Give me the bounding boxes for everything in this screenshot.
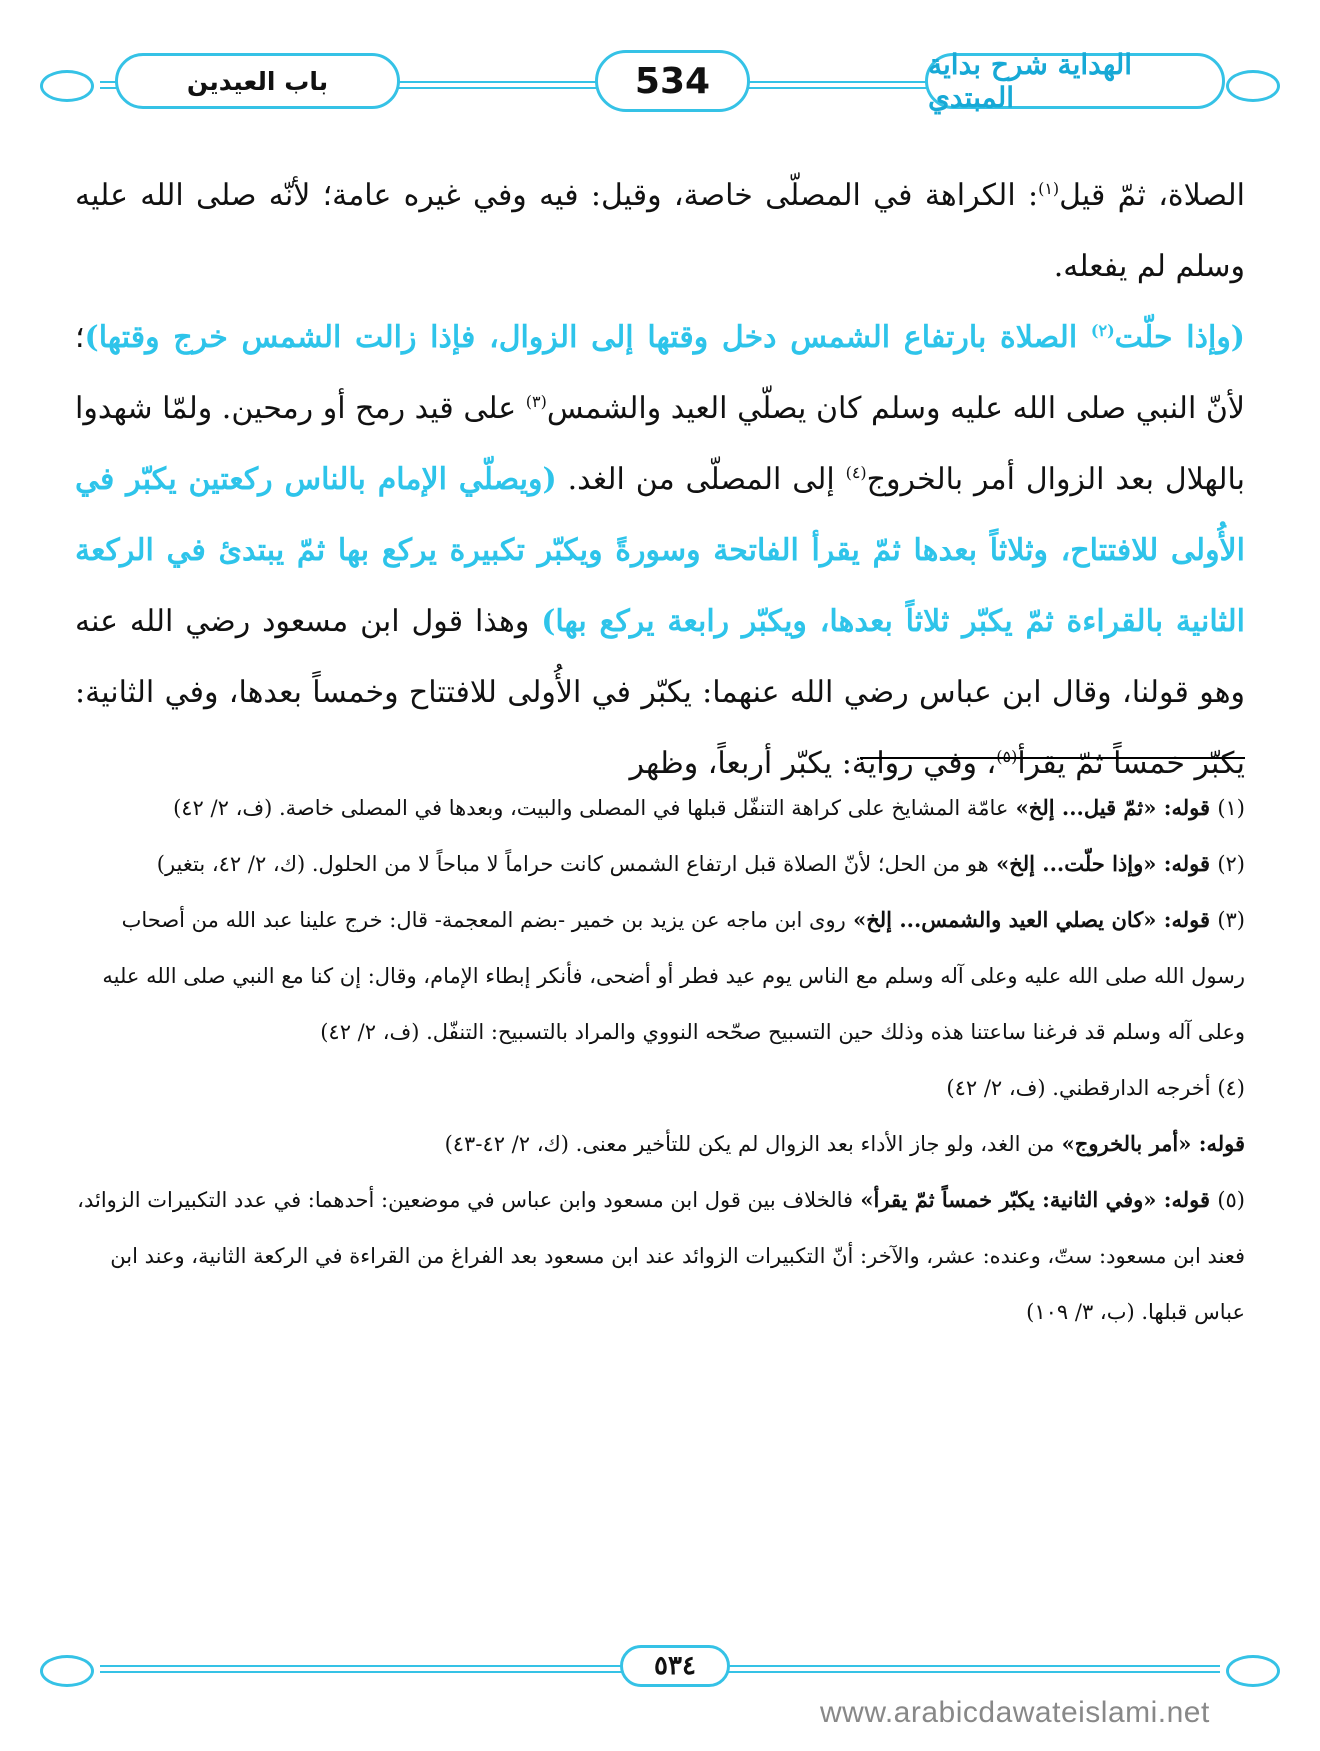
ornament-right <box>1226 70 1280 102</box>
footnote-4: (٤) أخرجه الدارقطني. (ف، ٢/ ٤٢) <box>946 1076 1245 1100</box>
footnote-1: (١) قوله: «ثمّ قيل... إلخ» عامّة المشايخ على كراهة التنفّل قبلها في المصلى والبيت، وبعدها في المصلى خاصة. (ف، ٢/ ٤٢) <box>173 795 1245 820</box>
paragraph: (وإذا حلّت$^{(٢)}$ الصلاة بارتفاع الشمس دخل وقتها إلى الزوال، فإذا زالت الشمس خرج وقتها)؛ لأنّ النبي صلى الله عليه وسلم كان يصلّي العيد والشمس$^{(٣)}$ على قيد رمح أو رمحين. ولمّا شهدوا بالهلال بعد الزوال أمر بالخروج$^{(٤)}$ إلى المصلّى من الغد. (ويصلّي الإمام بالناس ركعتين يكبّر في الأُولى للافتتاح، وثلاثاً بعدها ثمّ يقرأ الفاتحة وسورةً ويكبّر تكبيرة يركع بها ثمّ يبتدئ في الركعة الثانية بالقراءة ثمّ يكبّر ثلاثاً بعدها، ويكبّر رابعة يركع بها) وهذا قول ابن مسعود رضي الله عنه وهو قولنا، وقال ابن عباس رضي الله عنهما: يكبّر في الأُولى للافتتاح وخمساً بعدها، وفي الثانية: يكبّر خمساً ثمّ يقرأ$^{(٥)}$، وفي رواية: يكبّر أربعاً، وظهر <box>75 320 1246 781</box>
page-footer <box>40 1645 1280 1689</box>
ornament-left <box>40 70 94 102</box>
matn-text: (وإذا حلّت <box>1114 320 1246 355</box>
footnote-4b: قوله: «أمر بالخروج» من الغد، ولو جاز الأداء بعد الزوال لم يكن للتأخير معنى. (ك، ٢/ ٤٢-٤٣) <box>444 1131 1245 1156</box>
matn-text: (ويصلّي الإمام بالناس ركعتين يكبّر في الأُولى للافتتاح، وثلاثاً بعدها ثمّ يقرأ الفاتحة وسورةً ويكبّر تكبيرة يركع بها ثمّ يبتدئ في الركعة الثانية بالقراءة ثمّ يكبّر ثلاثاً بعدها، ويكبّر رابعة يركع بها) <box>75 462 1245 639</box>
footnote-2: (٢) قوله: «وإذا حلّت... إلخ» هو من الحل؛ لأنّ الصلاة قبل ارتفاع الشمس كانت حراماً لا مباحاً لا من الحلول. (ك، ٢/ ٤٢، بتغير) <box>156 851 1245 876</box>
main-text <box>75 160 1245 799</box>
footer-page-number: ٥٣٤ <box>620 1645 730 1687</box>
book-title: الهداية شرح بداية المبتدي <box>925 53 1225 109</box>
chapter-title: باب العيدين <box>115 53 400 109</box>
page-number: 534 <box>595 50 750 112</box>
footnote-ref[interactable]: (٣) <box>525 392 547 411</box>
matn-text: الصلاة بارتفاع الشمس دخل وقتها إلى الزوال، فإذا زالت الشمس خرج وقتها) <box>84 320 1091 355</box>
website-link[interactable]: www.arabicdawateislami.net <box>820 1696 1210 1729</box>
footnote-ref[interactable]: (١) <box>1038 179 1060 198</box>
footnote-5: (٥) قوله: «وفي الثانية: يكبّر خمساً ثمّ يقرأ» فالخلاف بين قول ابن مسعود وابن عباس في موضعين: أحدهما: في عدد التكبيرات الزوائد، فعند ابن مسعود: ستّ، وعنده: عشر، والآخر: أنّ التكبيرات الزوائد عند ابن مسعود بعد الفراغ من القراءة في الركعة الثانية، وعند ابن عباس قبلها. (ب، ٣/ ١٠٩) <box>77 1187 1245 1324</box>
footnotes <box>75 780 1245 1340</box>
ornament-left <box>40 1655 94 1687</box>
footnote-ref[interactable]: (٥) <box>996 747 1018 766</box>
footnote-separator <box>860 757 1245 759</box>
footnote-3: (٣) قوله: «كان يصلي العيد والشمس... إلخ» روى ابن ماجه عن يزيد بن خمير -بضم المعجمة- قال: خرج علينا عبد الله من أصحاب رسول الله صلى الله عليه وعلى آله وسلم مع الناس يوم عيد فطر أو أضحى، فأنكر إبطاء الإمام، وقال: إن كنا مع النبي صلى الله عليه وعلى آله وسلم قد فرغنا ساعتنا هذه وذلك حين التسبيح صحّحه النووي والمراد بالتسبيح: التنفّل. (ف، ٢/ ٤٢) <box>102 907 1245 1044</box>
page-header <box>40 48 1280 118</box>
footnote-ref[interactable]: (٢) <box>1090 321 1115 340</box>
paragraph: الصلاة، ثمّ قيل$^{(١)}$: الكراهة في المصلّى خاصة، وقيل: فيه وفي غيره عامة؛ لأنّه صلى الله عليه وسلم لم يفعله. <box>75 178 1245 284</box>
footnote-ref[interactable]: (٤) <box>845 463 867 482</box>
ornament-right <box>1226 1655 1280 1687</box>
